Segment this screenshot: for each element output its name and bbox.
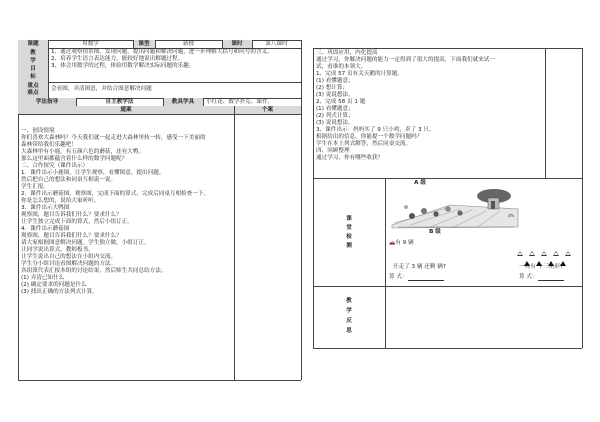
detection-label-char: 堂: [346, 225, 352, 231]
tools-value: 小红花、数学扑克、课件。: [206, 99, 274, 105]
reflection-label-char: 学: [346, 308, 352, 314]
body-line: 让同学说出算式，教师板书。: [21, 247, 94, 253]
body-line: 通过学习，你有哪些收获？: [316, 155, 384, 161]
rule: [203, 98, 204, 106]
period-label: 课时: [231, 41, 243, 47]
topic-label: 课题: [27, 41, 39, 47]
rule: [48, 40, 49, 98]
right-question: 一共有 个三角形?: [519, 264, 563, 270]
reflection-label-char: 思: [346, 328, 352, 334]
reflection-label-char: 教: [346, 298, 352, 304]
rule: [582, 48, 583, 348]
body-line: 试，看谁的本领大。: [316, 64, 367, 70]
objectives-label-char: 目: [30, 66, 36, 72]
body-line: (1) 看懂题意；: [316, 106, 354, 112]
body-line: 1、完成 57 页有关天鹅的计算题。: [316, 71, 403, 77]
left-formula-label: 算 式：: [389, 274, 408, 280]
body-line: 1．课件出示小鹿图，让学生观察，看懂图意，提出问题。: [21, 170, 165, 176]
body-line: 学生汇报。: [21, 184, 49, 190]
rule: [301, 40, 302, 380]
body-line: 然后把自己的想法和同桌互相说一说。: [21, 177, 117, 183]
body-line: 让学生说出自己的想法在小组内交流。: [21, 254, 117, 260]
body-line: 森林带给我们乐趣吧！: [21, 142, 77, 148]
body-line: (2) 列式计算；: [316, 113, 354, 119]
individual-plan-header: 个案: [261, 107, 274, 113]
rule: [313, 348, 582, 349]
period-value: 第八课时: [265, 41, 288, 47]
body-line: 二、合作探究（课件出示）: [21, 163, 89, 169]
rule: [313, 286, 582, 287]
body-line: 4．课件出示蘑菇图: [21, 226, 70, 232]
body-line: 根据给出的信息，你能提一个数学问题吗？: [316, 134, 423, 140]
type-label: 课型: [138, 41, 150, 47]
tools-label: 教具学具: [171, 99, 195, 105]
rule: [313, 48, 582, 49]
body-line: 2．课件出示蘑菇图，观察图，完成下面的算式，完成后同桌互相检查一下。: [21, 191, 210, 197]
animal-prompt-text: 有 9 辆: [395, 240, 414, 246]
reflection-label-char: 反: [346, 318, 352, 324]
general-plan-header: 通案: [120, 107, 132, 113]
body-line: (1) 弄清已知什么: [21, 275, 65, 281]
rule: [18, 114, 301, 115]
answer-blank[interactable]: [408, 275, 444, 281]
detection-label-char: 课: [346, 216, 352, 222]
body-line: 观察图，题目告诉我们什么？要求什么？: [21, 212, 122, 218]
body-line: 你是怎么想的，说给大家听听。: [21, 198, 100, 204]
difficulty-label: 难点: [27, 90, 39, 96]
rule: [18, 82, 301, 83]
body-line: 大森林里有小鹿，有五颜六色的蘑菇，还有大鸭。: [21, 149, 145, 155]
objective-item: 2、培养学生语言表达能力，能较好地说出解题过程。: [51, 56, 184, 62]
body-line: (2) 确定要求的问题是什么: [21, 282, 87, 288]
outline-triangle-icon: [517, 251, 523, 256]
body-line: (1) 看懂题意；: [316, 78, 354, 84]
right-formula-label: 算 式：: [519, 274, 538, 280]
body-line: (3) 说说想法。: [316, 92, 354, 98]
objective-item: 1、通过观察情景图，发现问题，提出问题和解决问题，进一步理解大括号和问号的含义。: [51, 49, 273, 55]
guide-label: 学法指导: [35, 99, 59, 105]
body-line: 你们喜欢大森林吗？今天我们就一起走进大森林里转一转，感受一下美丽的: [21, 135, 206, 141]
body-line: 各组派代表汇报本组的讨论结果，然后师生共同总结方法。: [21, 268, 167, 274]
right-formula: [519, 274, 564, 281]
rule: [18, 380, 301, 381]
body-line: 学生分小组讨论看图解决问题的方法。: [21, 261, 117, 267]
guide-value: 自主教学法: [105, 99, 134, 105]
body-line: (3) 找出正确的方法列式计算。: [21, 289, 98, 295]
body-line: 通过学习，你解决问题的能力一定得到了很大的提高，下面我们就来试一: [316, 57, 496, 63]
body-line: (3) 说说想法。: [316, 120, 354, 126]
objectives-label-char: 标: [30, 74, 36, 80]
rule: [385, 178, 386, 348]
body-line: 让学生独立完成下面的算式，然后小组订正。: [21, 219, 133, 225]
body-line: 3、课件出示：妈妈买了 9 只小鸡，卖了 3 只。: [316, 127, 435, 133]
body-line: 四、回顾整理: [316, 148, 350, 154]
body-line: 3．课件出示大鸭图: [21, 205, 70, 211]
body-line: 三、巩固应用、内化提高: [316, 50, 378, 56]
body-line: 2、完成 58 页 1 题: [316, 99, 366, 105]
body-line: 那么这里面都蕴含着什么样的数学问题呢？: [21, 156, 128, 162]
a-level-heading: A 级: [414, 180, 426, 186]
left-question: 开走了 3 辆 还剩 辆?: [393, 264, 446, 270]
detection-label-char: 测: [346, 243, 352, 249]
lesson-body: [21, 128, 233, 296]
topic-value: 用数学: [82, 41, 99, 47]
objectives-label-char: 教: [30, 50, 36, 56]
objectives-label-char: 学: [30, 58, 36, 64]
detection-label-char: 检: [346, 234, 352, 240]
animal-prompt: [389, 240, 414, 247]
body-line: 请大家根据图意解决问题。学生独立做，小组订正。: [21, 240, 150, 246]
rule: [545, 48, 546, 178]
animal-icon: 🚗: [389, 240, 396, 246]
rule: [313, 178, 582, 179]
left-formula: [389, 274, 444, 281]
answer-blank[interactable]: [538, 275, 564, 281]
objectives-list: [51, 49, 299, 70]
focus-label: 重点: [27, 83, 39, 89]
body-line: (2) 想计算；: [316, 85, 349, 91]
consolidation-section: [316, 50, 544, 162]
objective-item: 3、体会用数学的过程，体验用数学解决实际问题的乐趣。: [51, 63, 195, 69]
body-line: 学生在本上列式解答，然后同桌交流。: [316, 141, 412, 147]
b-level-heading: B 级: [429, 229, 441, 235]
type-value: 新授: [182, 41, 195, 47]
body-line: 观察图，题目告诉我们什么？要求什么？: [21, 233, 122, 239]
body-line: 一、创设情境: [21, 128, 55, 134]
focus-value: 会看图，弄清图意，并结合图意解决问题: [51, 86, 152, 92]
road-scene-illustration: [390, 187, 520, 229]
rule: [234, 106, 235, 380]
